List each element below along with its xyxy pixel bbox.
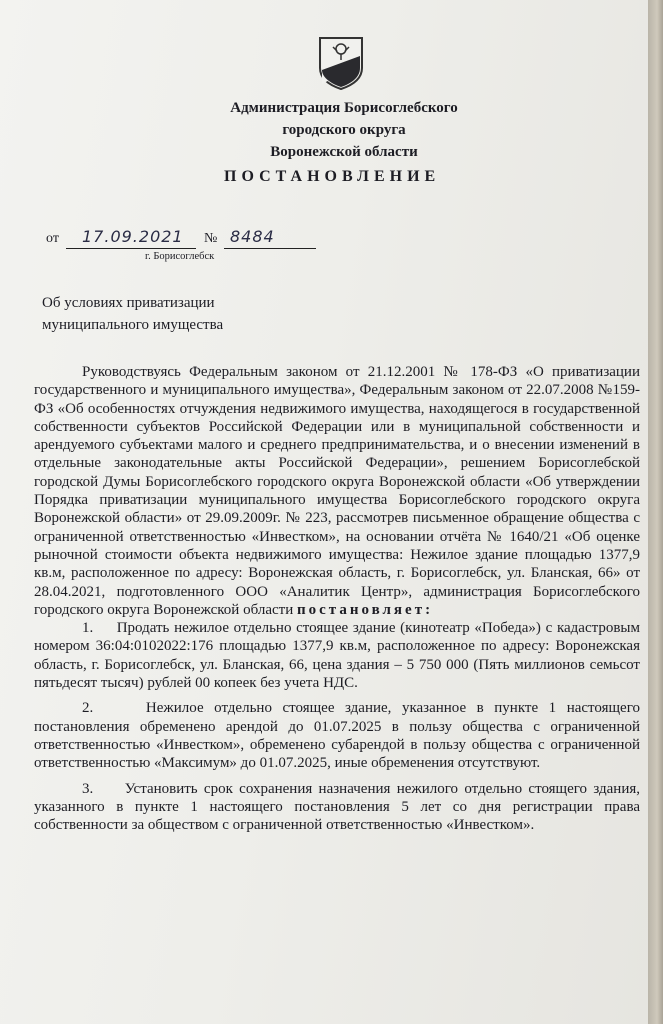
item-2-number: 2. [82, 700, 94, 717]
subject-line-1: Об условиях приватизации [42, 295, 215, 311]
item-3 [34, 780, 640, 835]
document-body [34, 363, 640, 834]
handwritten-date: 17.09.2021 [82, 227, 184, 246]
issuer-line-3: Воронежской области [270, 144, 418, 160]
resolves-word: постановляет: [296, 601, 434, 618]
item-3-text: Установить срок сохранения назначения нежилого отдельно стоящего здания, указанного в пункте 1 настоящего постановления 5 лет со дня регистрации права собственности за обществом с ограниченной ответственностью «Инвестком». [34, 780, 640, 834]
item-1-text: Продать нежилое отдельно стоящее здание (кинотеатр «Победа») с кадастровым номером 36:04:0102022:176 площадью 1377,9 кв.м, расположенное по адресу: Воронежская область, г. Борисоглебск, ул. Бланская, 66, цена здания – 5 750 000 (Пять миллионов семьсот пятьдесят тысяч) рублей 00 копеек без учета НДС. [34, 620, 641, 692]
from-label: от [46, 231, 59, 246]
issuer-line-2: городского округа [282, 122, 406, 138]
document-title: ПОСТАНОВЛЕНИЕ [224, 168, 441, 185]
item-3-number: 3. [82, 780, 94, 797]
document-subject [42, 292, 223, 336]
coat-of-arms-emblem [316, 34, 366, 90]
item-2-text: Нежилое отдельно стоящее здание, указанное в пункте 1 настоящего постановления обременено арендой до 01.07.2025 в пользу общества с ограниченной ответственностью «Инвестком», обременено субарендой в пользу общества с ограниченной ответственностью «Максимум» до 01.07.2025, иные обременения отсутствуют. [34, 700, 640, 772]
item-1-number: 1. [82, 620, 94, 637]
page-edge-shadow [648, 0, 663, 1024]
date-underline [66, 248, 196, 249]
city-label: г. Борисоглебск [145, 251, 215, 262]
date-number-line [46, 228, 326, 252]
issuer-line-1: Администрация Борисоглебского [230, 100, 458, 116]
handwritten-number: 8484 [230, 227, 275, 246]
issuer-header [0, 97, 648, 163]
number-underline [224, 248, 316, 249]
preamble-paragraph [34, 363, 640, 619]
number-label: № [204, 231, 218, 246]
preamble-text: Руководствуясь Федеральным законом от 21.12.2001 № 178-ФЗ «О приватизации государственного и муниципального имущества», Федеральным законом от 22.07.2008 №159-ФЗ «Об особенностях отчуждения недвижимого имущества, находящегося в государственной собственности субъектов Российской Федерации или в муниципальной собственности и арендуемого субъектами малого и среднего предпринимательства, и о внесении изменений в отдельные законодательные акты Российской Федерации», решением Борисоглебской городской Думы Борисоглебского городского округа Воронежской области «Об утверждении Порядка приватизации муниципального имущества Борисоглебского городского округа Воронежской области» от 29.09.2009г. № 223, рассмотрев письменное обращение общества с ограниченной ответственностью «Инвестком», на основании отчёта № 1640/21 «Об оценке рыночной стоимости объекта недвижимого имущества: Нежилое здание площадью 1377,9 кв.м, расположенное по адресу: Воронежская область, г. Борисоглебск, ул. Бланская, 66» от 28.04.2021, подготовленного ООО «Аналитик Центр», администрация Борисоглебского городского округа Воронежской области [34, 364, 640, 618]
item-2 [34, 699, 640, 772]
item-1 [34, 619, 640, 692]
subject-line-2: муниципального имущества [42, 317, 224, 333]
